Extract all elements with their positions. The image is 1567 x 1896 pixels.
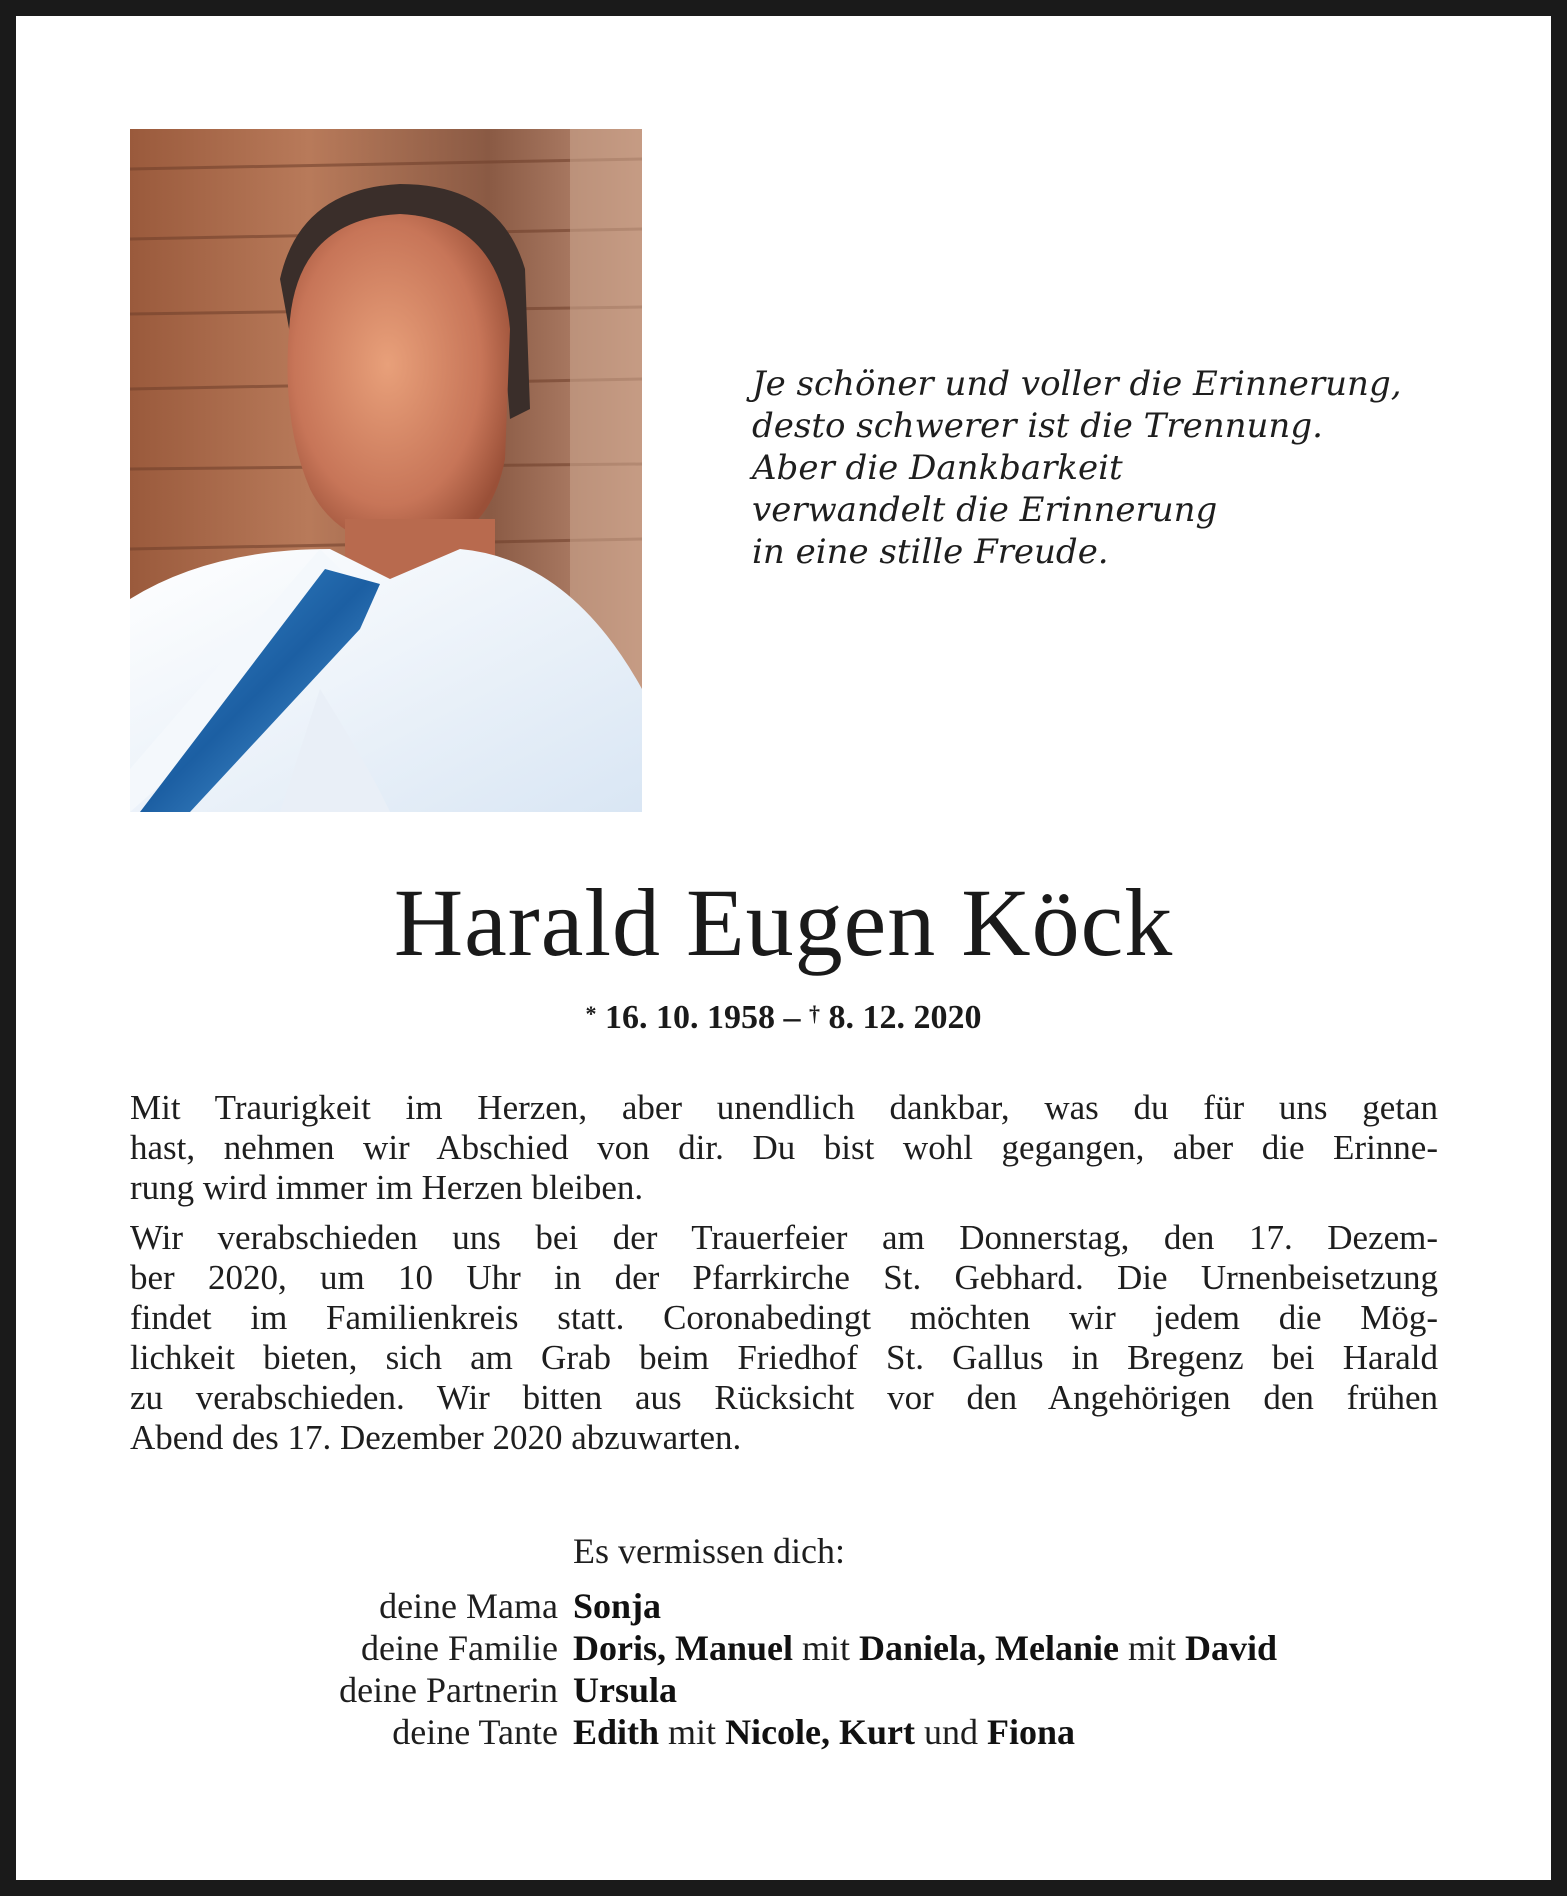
birth-symbol: *	[585, 1001, 597, 1026]
death-date: 8. 12. 2020	[828, 999, 982, 1036]
quote-line: verwandelt die Erinnerung	[752, 490, 1218, 530]
quote-line: desto schwerer ist die Trennung.	[752, 406, 1323, 446]
text-line: lichkeit bieten, sich am Grab beim Friedhof St. Gallus in Bregenz bei Harald	[130, 1338, 1438, 1377]
deceased-name: Harald Eugen Köck	[393, 869, 1174, 976]
quote-line: Aber die Dankbarkeit	[752, 448, 1123, 488]
mourners-title: Es vermissen dich:	[573, 1531, 845, 1571]
mourner-name: Sonja	[573, 1586, 662, 1626]
relation-label: deine Mama	[379, 1586, 558, 1626]
connector-word: mit	[1118, 1628, 1185, 1668]
mourner-name: Fiona	[987, 1712, 1076, 1752]
text-line: findet im Familienkreis statt. Coronabedingt möchten wir jedem die Mög-	[130, 1298, 1438, 1337]
life-dates	[0, 998, 1567, 1038]
text-line: zu verabschieden. Wir bitten aus Rücksicht vor den Angehörigen den frühen	[130, 1378, 1438, 1417]
quote-line: Je schöner und voller die Erinnerung,	[752, 364, 1402, 404]
relation-label: deine Familie	[361, 1628, 558, 1668]
announcement-text	[130, 1088, 1438, 1458]
connector-word: und	[915, 1712, 988, 1752]
text-line: rung wird immer im Herzen bleiben.	[130, 1168, 644, 1207]
mourner-name: Daniela, Melanie	[859, 1628, 1119, 1668]
relation-label: deine Tante	[392, 1712, 558, 1752]
mourner-name: Edith	[573, 1712, 660, 1752]
relation-label: deine Partnerin	[339, 1670, 558, 1710]
connector-word: mit	[659, 1712, 726, 1752]
death-symbol: †	[809, 1001, 820, 1026]
text-line: Mit Traurigkeit im Herzen, aber unendlich dankbar, was du für uns getan	[130, 1088, 1438, 1127]
date-separator: –	[783, 999, 801, 1036]
mourner-name: David	[1185, 1628, 1278, 1668]
quote-block	[752, 363, 1452, 573]
quote-line: in eine stille Freude.	[752, 532, 1109, 572]
connector-word: mit	[793, 1628, 860, 1668]
text-line: hast, nehmen wir Abschied von dir. Du bist wohl gegangen, aber die Erinne-	[130, 1128, 1438, 1167]
text-line: ber 2020, um 10 Uhr in der Pfarrkirche St. Gebhard. Die Urnenbeisetzung	[130, 1258, 1438, 1297]
mourner-name: Ursula	[573, 1670, 678, 1710]
portrait-photo	[130, 129, 642, 812]
mourner-name: Doris, Manuel	[573, 1628, 793, 1668]
mourner-name: Nicole, Kurt	[725, 1712, 916, 1752]
birth-date: 16. 10. 1958	[605, 999, 775, 1036]
text-line: Abend des 17. Dezember 2020 abzuwarten.	[130, 1418, 742, 1457]
text-line: Wir verabschieden uns bei der Trauerfeier am Donnerstag, den 17. Dezem-	[130, 1218, 1438, 1257]
